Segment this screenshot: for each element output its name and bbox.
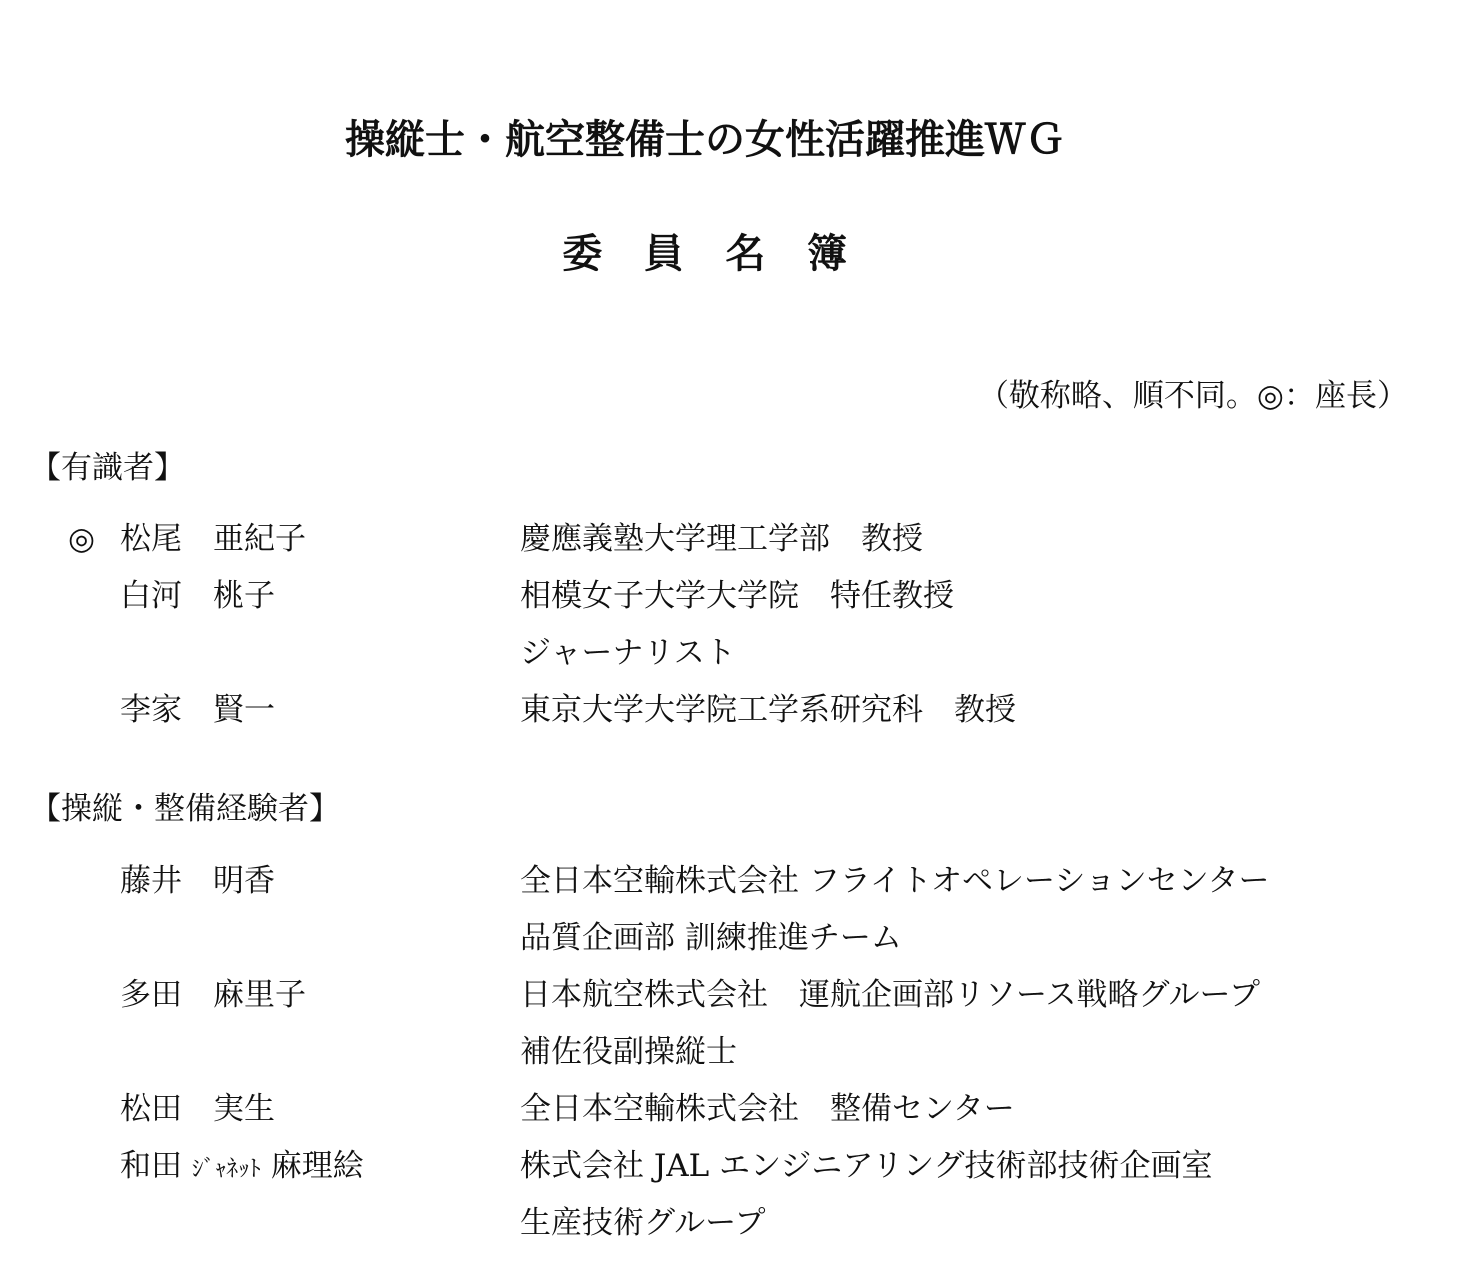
member-affiliation: 全日本空輸株式会社 フライトオペレーションセンター [520,863,1270,899]
member-affiliation: 日本航空株式会社 運航企画部リソース戦略グループ [520,977,1260,1013]
honorific-note: （敬称略、順不同。◎：座長） [977,378,1408,414]
member-name: 松尾 亜紀子 [120,521,306,557]
member-row [0,1138,1460,1195]
member-affiliation: 株式会社 JAL エンジニアリング技術部技術企画室 [520,1148,1213,1184]
member-name-kana: ｼﾞｬﾈｯﾄ [191,1156,261,1182]
member-affiliation: 全日本空輸株式会社 整備センター [520,1091,1015,1127]
member-name [120,1138,364,1198]
member-affiliation: ジャーナリスト [520,635,736,671]
member-affiliation: 慶應義塾大学理工学部 教授 [520,521,923,557]
member-affiliation: 東京大学大学院工学系研究科 教授 [520,692,1016,728]
member-row-continuation [0,1024,1460,1081]
document-subtitle: 委 員 名 簿 [562,231,848,277]
section-heading-pilots-engineers: 【操縦・整備経験者】 [30,791,340,827]
member-row [0,682,1460,739]
member-name-given: 麻理絵 [260,1148,364,1184]
member-name: 松田 実生 [120,1091,275,1127]
section-heading-experts: 【有識者】 [30,450,185,486]
member-name: 李家 賢一 [120,692,275,728]
member-row [0,568,1460,625]
member-name: 多田 麻里子 [120,977,306,1013]
member-row-continuation [0,910,1460,967]
member-row [0,1081,1460,1138]
document-title: 操縦士・航空整備士の女性活躍推進ＷＧ [345,117,1065,163]
member-row [0,511,1460,568]
member-affiliation: 補佐役副操縦士 [520,1034,737,1070]
member-name: 藤井 明香 [120,863,275,899]
member-affiliation: 品質企画部 訓練推進チーム [520,920,902,956]
member-name-family: 和田 [120,1148,192,1184]
member-row-continuation [0,625,1460,682]
member-row-continuation [0,1195,1460,1252]
member-name: 白河 桃子 [120,578,275,614]
member-affiliation: 相模女子大学大学院 特任教授 [520,578,954,614]
member-affiliation: 生産技術グループ [520,1205,766,1241]
chair-mark: ◎ [68,521,96,557]
member-row [0,853,1460,910]
member-row [0,967,1460,1024]
